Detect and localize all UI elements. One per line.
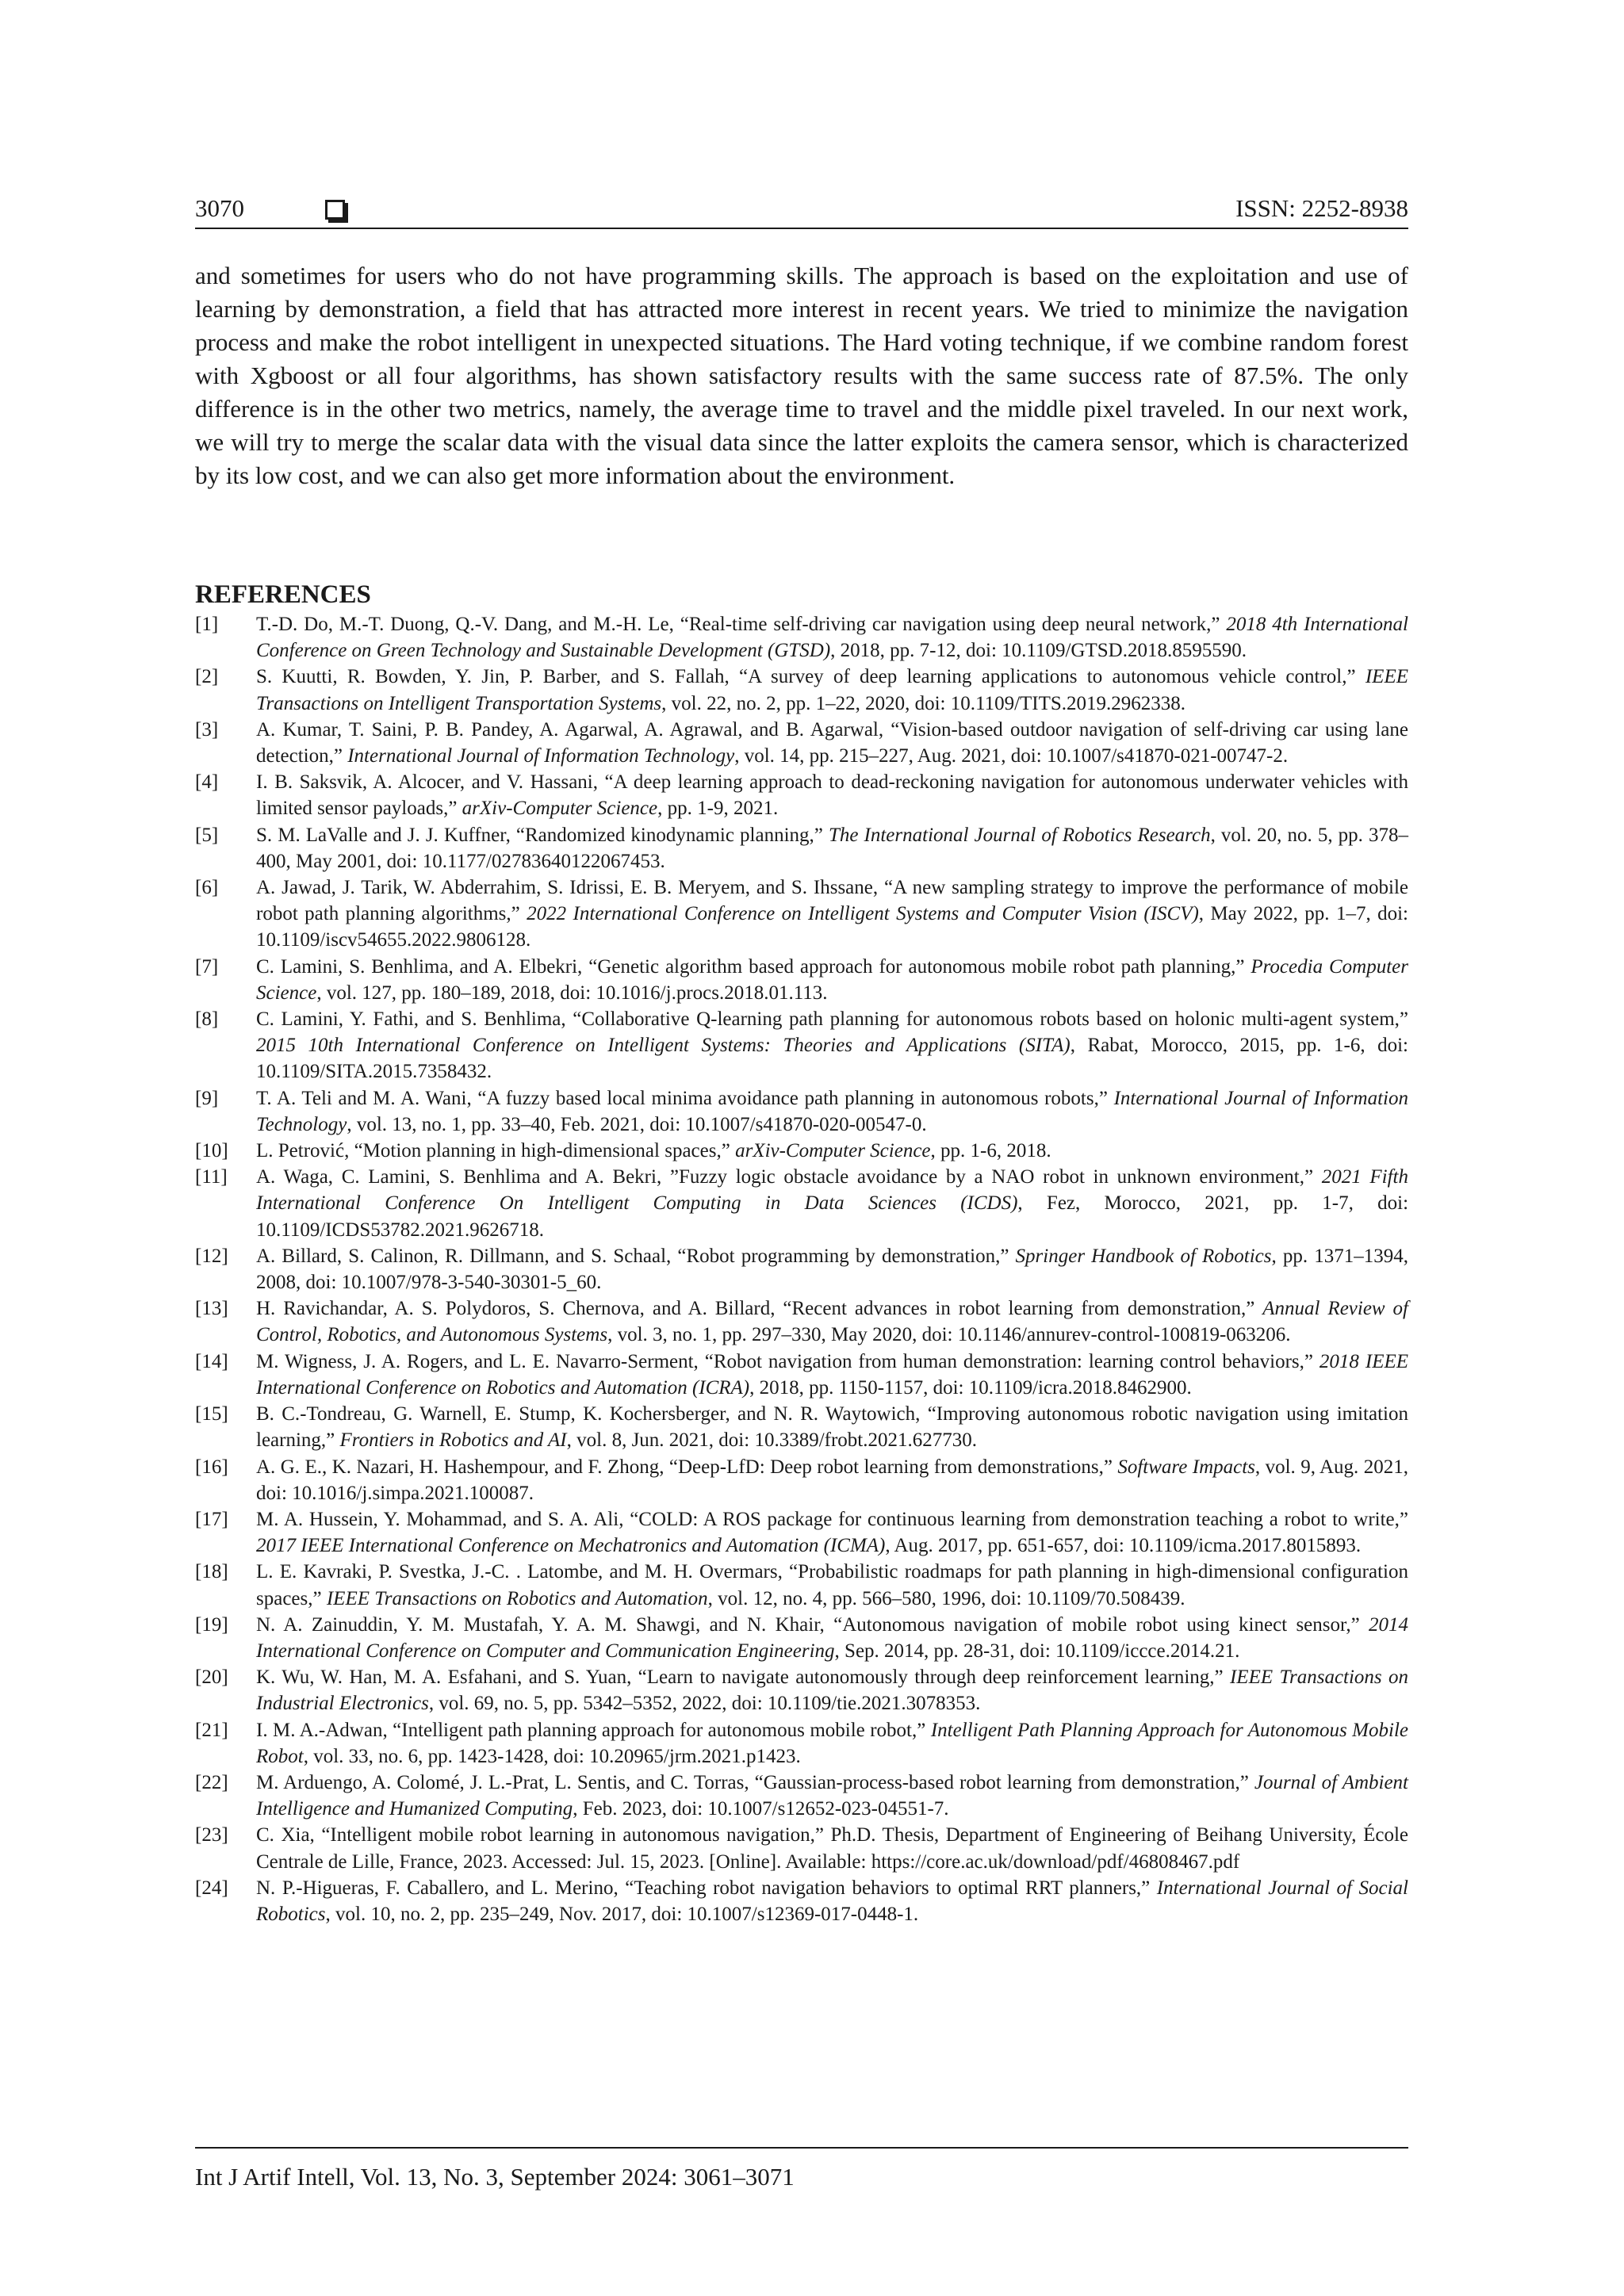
- reference-venue: 2018 IEEE International Conference on Robotics and Automation (ICRA): [256, 1350, 1409, 1399]
- reference-item: [195, 717, 1408, 769]
- issn-label: ISSN: 2252-8938: [1235, 194, 1408, 222]
- page-header: [195, 193, 1408, 224]
- reference-number: [2]: [195, 666, 219, 688]
- reference-item: [195, 1770, 1408, 1822]
- reference-authors-title: A. Kumar, T. Saini, P. B. Pandey, A. Agarwal, A. Agrawal, and B. Agarwal, “Vision-based outdoor navigation of self-driving car using lane detection,”: [256, 718, 1408, 767]
- reference-number: [6]: [195, 877, 219, 899]
- reference-authors-title: A. Billard, S. Calinon, R. Dillmann, and S. Schaal, “Robot programming by demonstration,”: [256, 1245, 1016, 1267]
- reference-venue: The International Journal of Robotics Research: [828, 824, 1211, 846]
- reference-details: , vol. 10, no. 2, pp. 235–249, Nov. 2017, doi: 10.1007/s12369-017-0448-1.: [325, 1903, 919, 1925]
- reference-details: , vol. 69, no. 5, pp. 5342–5352, 2022, doi: 10.1109/tie.2021.3078353.: [428, 1693, 981, 1715]
- reference-authors-title: S. M. LaValle and J. J. Kuffner, “Randomized kinodynamic planning,”: [256, 824, 829, 846]
- reference-details: , vol. 9, Aug. 2021, doi: 10.1016/j.simpa.2021.100087.: [256, 1456, 1408, 1504]
- reference-venue: International Journal of Social Robotics: [256, 1877, 1409, 1925]
- reference-item: [195, 1822, 1408, 1874]
- reference-details: , vol. 22, no. 2, pp. 1–22, 2020, doi: 10.1109/TITS.2019.2962338.: [661, 692, 1186, 714]
- reference-number: [16]: [195, 1456, 228, 1478]
- reference-item: [195, 874, 1408, 954]
- reference-text: [256, 769, 1408, 821]
- reference-authors-title: C. Lamini, S. Benhlima, and A. Elbekri, “Genetic algorithm based approach for autonomous mobile robot path planning,”: [256, 955, 1251, 978]
- header-rule: [195, 228, 1408, 229]
- reference-item: [195, 1559, 1408, 1611]
- reference-authors-title: C. Lamini, Y. Fathi, and S. Benhlima, “Collaborative Q-learning path planning for autonomous robots based on holonic multi-agent system,”: [256, 1008, 1408, 1031]
- reference-text: [256, 1243, 1408, 1295]
- reference-item: [195, 1349, 1408, 1401]
- reference-venue: Annual Review of Control, Robotics, and Autonomous Systems: [256, 1298, 1409, 1346]
- reference-text: [256, 1349, 1408, 1401]
- reference-authors-title: S. Kuutti, R. Bowden, Y. Jin, P. Barber, and S. Fallah, “A survey of deep learning applications to autonomous vehicle control,”: [256, 666, 1365, 688]
- reference-text: [256, 611, 1408, 664]
- reference-number: [22]: [195, 1771, 228, 1793]
- reference-item: [195, 1006, 1408, 1085]
- reference-details: , vol. 3, no. 1, pp. 297–330, May 2020, doi: 10.1146/annurev-control-100819-063206.: [607, 1324, 1291, 1346]
- reference-item: [195, 1401, 1408, 1453]
- reference-text: [256, 1559, 1408, 1611]
- reference-details: , vol. 20, no. 5, pp. 378–400, May 2001, doi: 10.1177/02783640122067453.: [256, 824, 1408, 872]
- reference-text: [256, 954, 1408, 1006]
- reference-item: [195, 1717, 1408, 1770]
- reference-item: [195, 1295, 1408, 1348]
- reference-details: , pp. 1371–1394, 2008, doi: 10.1007/978-3-540-30301-5_60.: [256, 1245, 1408, 1294]
- reference-item: [195, 1664, 1408, 1716]
- reference-venue: IEEE Transactions on Industrial Electronics: [256, 1667, 1409, 1715]
- reference-venue: arXiv-Computer Science: [462, 798, 658, 820]
- reference-text: [256, 1664, 1408, 1716]
- reference-authors-title: L. E. Kavraki, P. Svestka, J.-C. . Latombe, and M. H. Overmars, “Probabilistic roadmaps for path planning in high-dimensional configuration spaces,”: [256, 1561, 1408, 1609]
- reference-venue: 2015 10th International Conference on Intelligent Systems: Theories and Applications (SITA): [256, 1035, 1071, 1057]
- references-heading: REFERENCES: [195, 580, 371, 609]
- reference-text: [256, 1875, 1408, 1927]
- reference-details: , vol. 13, no. 1, pp. 33–40, Feb. 2021, doi: 10.1007/s41870-020-00547-0.: [347, 1113, 927, 1135]
- reference-authors-title: M. Wigness, J. A. Rogers, and L. E. Navarro-Serment, “Robot navigation from human demonstration: learning control behaviors,”: [256, 1350, 1320, 1372]
- reference-text: [256, 1717, 1408, 1770]
- reference-number: [23]: [195, 1824, 228, 1846]
- reference-authors-title: K. Wu, W. Han, M. A. Esfahani, and S. Yuan, “Learn to navigate autonomously through deep reinforcement learning,”: [256, 1667, 1230, 1689]
- reference-item: [195, 1506, 1408, 1559]
- references-list: [195, 611, 1408, 1927]
- reference-text: [256, 1822, 1408, 1874]
- reference-item: [195, 1612, 1408, 1664]
- reference-venue: International Journal of Information Technology: [347, 745, 735, 767]
- reference-text: [256, 1454, 1408, 1506]
- reference-item: [195, 769, 1408, 821]
- reference-text: [256, 717, 1408, 769]
- reference-venue: 2021 Fifth International Conference On Intelligent Computing in Data Sciences (ICDS): [256, 1166, 1408, 1215]
- reference-text: [256, 1085, 1408, 1138]
- reference-venue: 2018 4th International Conference on Green Technology and Sustainable Development (GTSD): [256, 614, 1408, 662]
- reference-text: [256, 1506, 1408, 1559]
- reference-text: [256, 1295, 1408, 1348]
- reference-number: [19]: [195, 1613, 228, 1636]
- reference-number: [4]: [195, 771, 219, 794]
- reference-text: [256, 1006, 1408, 1085]
- reference-number: [9]: [195, 1087, 219, 1109]
- reference-authors-title: M. Arduengo, A. Colomé, J. L.-Prat, L. Sentis, and C. Torras, “Gaussian-process-based robot learning from demonstration,”: [256, 1771, 1254, 1793]
- reference-details: , pp. 1-6, 2018.: [930, 1140, 1051, 1162]
- reference-item: [195, 822, 1408, 874]
- reference-item: [195, 1138, 1408, 1164]
- reference-venue: 2017 IEEE International Conference on Mechatronics and Automation (ICMA): [256, 1535, 886, 1557]
- footer-rule: [195, 2147, 1408, 2149]
- reference-number: [20]: [195, 1667, 228, 1689]
- reference-number: [24]: [195, 1877, 228, 1899]
- reference-authors-title: T.-D. Do, M.-T. Duong, Q.-V. Dang, and M.-H. Le, “Real-time self-driving car navigation using deep neural network,”: [256, 614, 1227, 635]
- reference-number: [12]: [195, 1245, 228, 1267]
- reference-number: [7]: [195, 955, 219, 978]
- reference-authors-title: I. M. A.-Adwan, “Intelligent path planning approach for autonomous mobile robot,”: [256, 1719, 931, 1741]
- reference-text: [256, 1770, 1408, 1822]
- reference-number: [1]: [195, 614, 219, 635]
- body-paragraph: and sometimes for users who do not have programming skills. The approach is based on the exploitation and use of learning by demonstration, a field that has attracted more interest in recent years. We tried to minimize the navigation process and make the robot intelligent in unexpected situations. The Hard voting technique, if we combine random forest with Xgboost or all four algorithms, has shown satisfactory results with the same success rate of 87.5%. The only difference is in the other two metrics, namely, the average time to travel and the middle pixel traveled. In our next work, we will try to merge the scalar data with the visual data since the latter exploits the camera sensor, which is characterized by its low cost, and we can also get more information about the environment.: [195, 262, 1408, 489]
- reference-item: [195, 1243, 1408, 1295]
- reference-number: [18]: [195, 1561, 228, 1583]
- reference-details: , Aug. 2017, pp. 651-657, doi: 10.1109/icma.2017.8015893.: [885, 1535, 1362, 1557]
- reference-venue: IEEE Transactions on Intelligent Transportation Systems: [256, 666, 1408, 714]
- reference-number: [11]: [195, 1166, 228, 1188]
- reference-details: , vol. 12, no. 4, pp. 566–580, 1996, doi: 10.1109/70.508439.: [707, 1587, 1185, 1609]
- reference-text: [256, 1164, 1408, 1243]
- reference-venue: International Journal of Information Technology: [256, 1087, 1408, 1135]
- reference-details: , vol. 33, no. 6, pp. 1423-1428, doi: 10.20965/jrm.2021.p1423.: [303, 1745, 801, 1767]
- reference-details: , 2018, pp. 7-12, doi: 10.1109/GTSD.2018.8595590.: [830, 640, 1247, 662]
- reference-venue: Intelligent Path Planning Approach for Autonomous Mobile Robot: [256, 1719, 1408, 1767]
- reference-authors-title: A. Waga, C. Lamini, S. Benhlima and A. Bekri, ”Fuzzy logic obstacle avoidance by a NAO robot in unknown environment,”: [256, 1166, 1322, 1188]
- reference-text: [256, 1401, 1408, 1453]
- reference-details: , May 2022, pp. 1–7, doi: 10.1109/iscv54655.2022.9806128.: [256, 903, 1408, 951]
- reference-item: [195, 954, 1408, 1006]
- reference-authors-title: A. G. E., K. Nazari, H. Hashempour, and F. Zhong, “Deep-LfD: Deep robot learning from demonstrations,”: [256, 1456, 1118, 1478]
- reference-item: [195, 1085, 1408, 1138]
- reference-details: , Fez, Morocco, 2021, pp. 1-7, doi: 10.1109/ICDS53782.2021.9626718.: [256, 1192, 1409, 1241]
- reference-authors-title: N. A. Zainuddin, Y. M. Mustafah, Y. A. M. Shawgi, and N. Khair, “Autonomous navigation of mobile robot using kinect sensor,”: [256, 1613, 1369, 1636]
- reference-authors-title: A. Jawad, J. Tarik, W. Abderrahim, S. Idrissi, E. B. Meryem, and S. Ihssane, “A new sampling strategy to improve the performance of mobile robot path planning algorithms,”: [256, 877, 1408, 925]
- reference-authors-title: B. C.-Tondreau, G. Warnell, E. Stump, K. Kochersberger, and N. R. Waytowich, “Improving autonomous robotic navigation using imitation learning,”: [256, 1403, 1408, 1452]
- reference-number: [15]: [195, 1403, 228, 1425]
- reference-details: , Sep. 2014, pp. 28-31, doi: 10.1109/iccce.2014.21.: [834, 1640, 1240, 1662]
- reference-venue: Journal of Ambient Intelligence and Humanized Computing: [256, 1771, 1409, 1820]
- reference-venue: Springer Handbook of Robotics: [1015, 1245, 1272, 1267]
- reference-item: [195, 1164, 1408, 1243]
- page-number: 3070: [195, 194, 244, 222]
- reference-details: , vol. 8, Jun. 2021, doi: 10.3389/frobt.2021.627730.: [566, 1429, 977, 1452]
- reference-item: [195, 664, 1408, 716]
- reference-text: [256, 822, 1408, 874]
- reference-item: [195, 611, 1408, 664]
- reference-number: [5]: [195, 824, 219, 846]
- reference-venue: Software Impacts: [1117, 1456, 1255, 1478]
- reference-authors-title: T. A. Teli and M. A. Wani, “A fuzzy based local minima avoidance path planning in autonomous robots,”: [256, 1087, 1114, 1109]
- reference-authors-title: M. A. Hussein, Y. Mohammad, and S. A. Ali, “COLD: A ROS package for continuous learning from demonstration teaching a robot to write,”: [256, 1508, 1408, 1530]
- reference-authors-title: I. B. Saksvik, A. Alcocer, and V. Hassani, “A deep learning approach to dead-reckoning navigation for autonomous underwater vehicles with limited sensor payloads,”: [256, 771, 1408, 820]
- reference-authors-title: N. P.-Higueras, F. Caballero, and L. Merino, “Teaching robot navigation behaviors to optimal RRT planners,”: [256, 1877, 1157, 1899]
- reference-venue: IEEE Transactions on Robotics and Automation: [326, 1587, 708, 1609]
- reference-number: [3]: [195, 718, 219, 740]
- reference-number: [8]: [195, 1008, 219, 1031]
- reference-authors-title: H. Ravichandar, A. S. Polydoros, S. Chernova, and A. Billard, “Recent advances in robot learning from demonstration,”: [256, 1298, 1263, 1320]
- reference-authors-title: L. Petrović, “Motion planning in high-dimensional spaces,”: [256, 1140, 736, 1162]
- reference-details: , pp. 1-9, 2021.: [657, 798, 779, 820]
- reference-item: [195, 1454, 1408, 1506]
- reference-details: , vol. 127, pp. 180–189, 2018, doi: 10.1016/j.procs.2018.01.113.: [316, 982, 828, 1004]
- reference-details: , 2018, pp. 1150-1157, doi: 10.1109/icra.2018.8462900.: [749, 1376, 1192, 1399]
- reference-venue: 2022 International Conference on Intelligent Systems and Computer Vision (ISCV): [527, 903, 1199, 925]
- reference-number: [17]: [195, 1508, 228, 1530]
- reference-details: , vol. 14, pp. 215–227, Aug. 2021, doi: 10.1007/s41870-021-00747-2.: [734, 745, 1289, 767]
- reference-text: [256, 664, 1408, 716]
- reference-number: [21]: [195, 1719, 228, 1741]
- reference-text: [256, 874, 1408, 954]
- reference-details: , Rabat, Morocco, 2015, pp. 1-6, doi: 10.1109/SITA.2015.7358432.: [256, 1035, 1408, 1083]
- footer-citation: Int J Artif Intell, Vol. 13, No. 3, September 2024: 3061–3071: [195, 2163, 795, 2191]
- reference-venue: Procedia Computer Science: [256, 955, 1408, 1004]
- reference-number: [13]: [195, 1298, 228, 1320]
- reference-item: [195, 1875, 1408, 1927]
- square-box-icon: [325, 200, 345, 220]
- reference-number: [14]: [195, 1350, 228, 1372]
- reference-details: , Feb. 2023, doi: 10.1007/s12652-023-04551-7.: [573, 1798, 949, 1820]
- reference-venue: 2014 International Conference on Computer and Communication Engineering: [256, 1613, 1408, 1662]
- reference-number: [10]: [195, 1140, 228, 1162]
- reference-venue: arXiv-Computer Science: [735, 1140, 931, 1162]
- reference-text: [256, 1612, 1408, 1664]
- reference-authors-title: C. Xia, “Intelligent mobile robot learning in autonomous navigation,” Ph.D. Thesis, Department of Engineering of Beihang University, École Centrale de Lille, France, 2023. Accessed: Jul. 15, 2023. [Online]. Available: https://core.ac.uk/download/pdf/46808467.pdf: [256, 1824, 1408, 1873]
- reference-venue: Frontiers in Robotics and AI: [339, 1429, 567, 1452]
- reference-text: [256, 1138, 1408, 1164]
